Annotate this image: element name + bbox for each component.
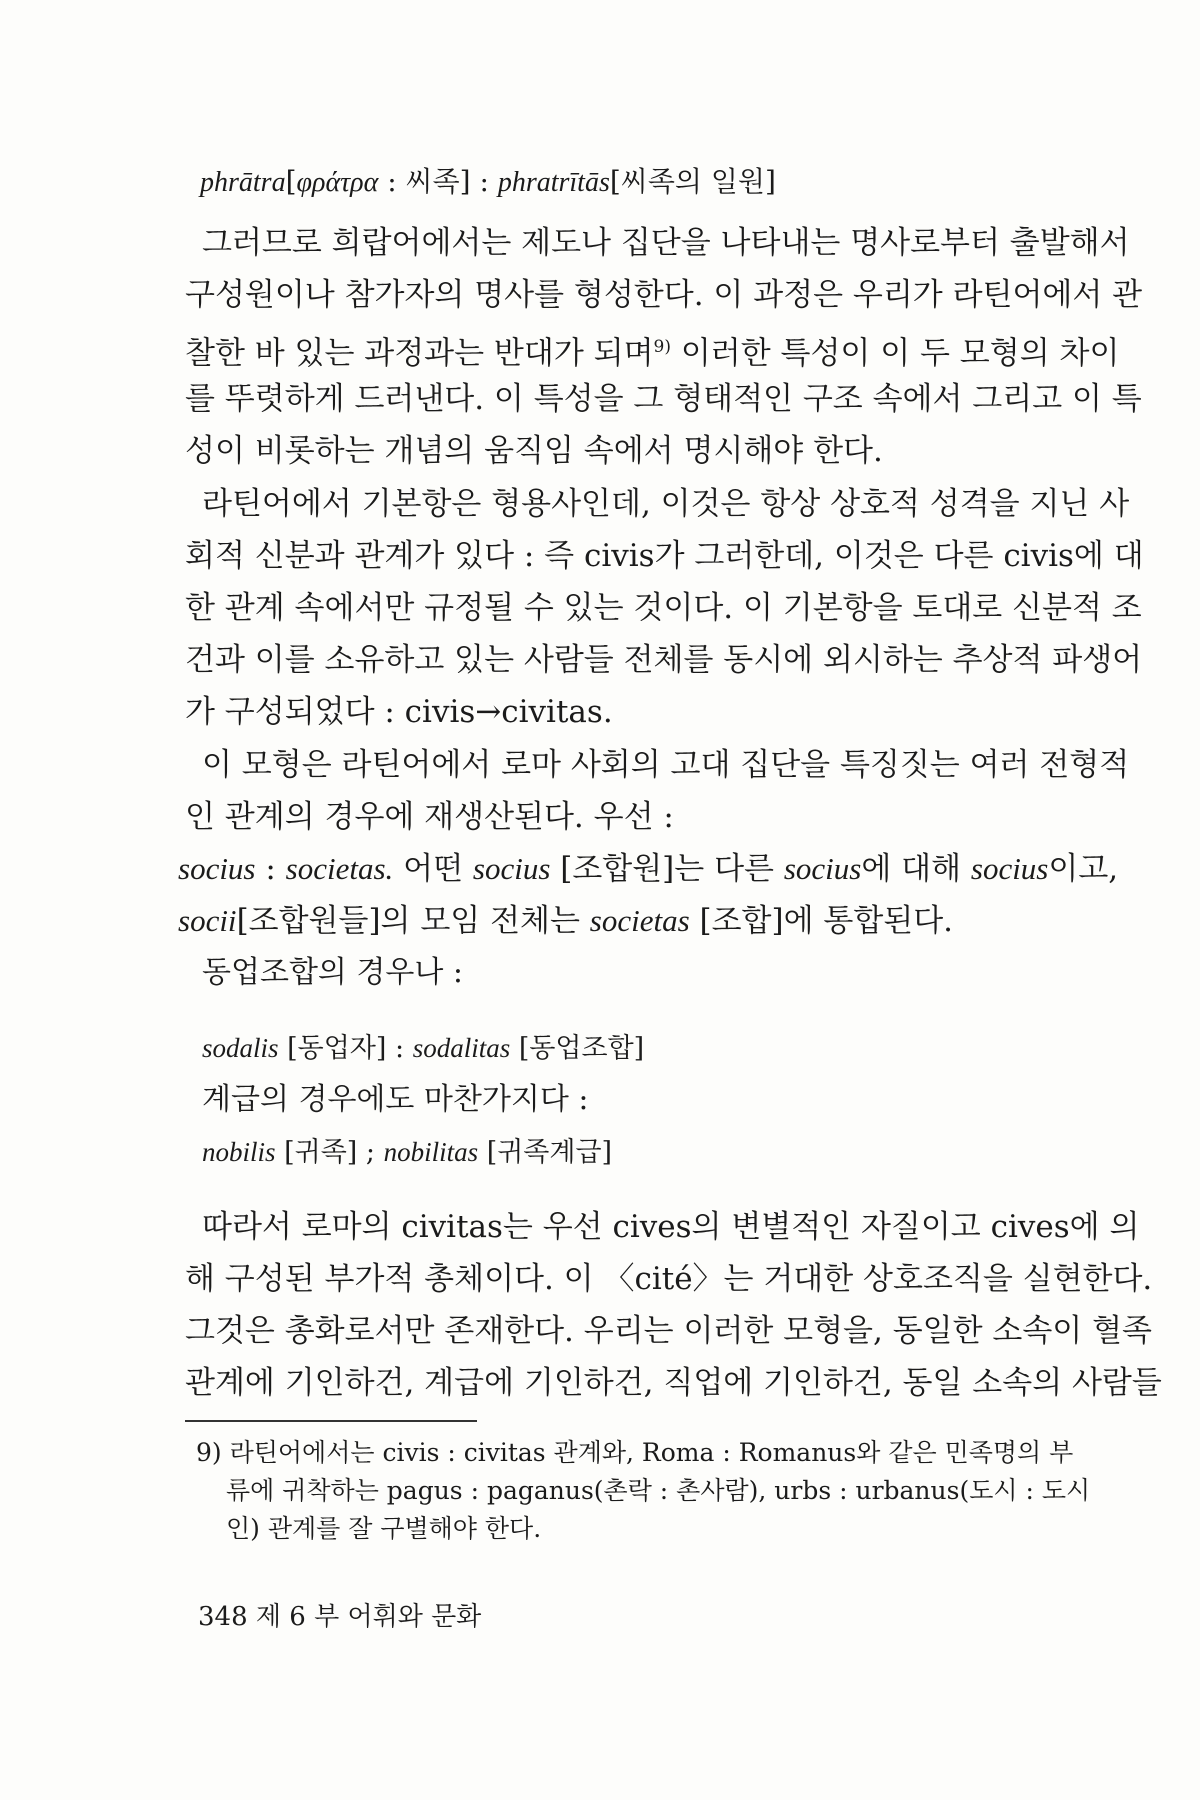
footnote-line: 9) 라틴어에서는 civis : civitas 관계와, Roma : Romanus와 같은 민족명의 부: [196, 1438, 1074, 1467]
societas-line: socii[조합원들]의 모임 전체는 societas [조합]에 통합된다.: [178, 903, 954, 939]
paragraph-line: 라틴어에서 기본항은 형용사인데, 이것은 항상 상호적 성격을 지닌 사: [202, 486, 1130, 522]
footnote-divider: [185, 1420, 477, 1422]
paragraph-line: 인 관계의 경우에 재생산된다. 우선 :: [185, 799, 674, 835]
class-intro: 계급의 경우에도 마찬가지다 :: [202, 1082, 589, 1117]
paragraph-line: 관계에 기인하건, 계급에 기인하건, 직업에 기인하건, 동일 소속의 사람들: [185, 1365, 1162, 1401]
paragraph-line: 이 모형은 라틴어에서 로마 사회의 고대 집단을 특징짓는 여러 전형적: [202, 747, 1130, 783]
paragraph-line: 그러므로 희랍어에서는 제도나 집단을 나타내는 명사로부터 출발해서: [202, 225, 1130, 261]
paragraph-line: 구성원이나 참가자의 명사를 형성한다. 이 과정은 우리가 라틴어에서 관: [185, 277, 1143, 313]
page-footer: 348 제 6 부 어휘와 문화: [198, 1602, 482, 1632]
paragraph-line: 회적 신분과 관계가 있다 : 즉 civis가 그러한데, 이것은 다른 civis에 대: [185, 538, 1144, 574]
socius-line: socius : societas. 어떤 socius [조합원]는 다른 socius에 대해 socius이고,: [178, 851, 1119, 887]
sodalis-example: sodalis [동업자] : sodalitas [동업조합]: [202, 1033, 645, 1064]
paragraph-line: 해 구성된 부가적 총체이다. 이 〈cité〉는 거대한 상호조직을 실현한다.: [185, 1261, 1153, 1297]
footnote-line: 인) 관계를 잘 구별해야 한다.: [226, 1514, 542, 1543]
paragraph-line: 성이 비롯하는 개념의 움직임 속에서 명시해야 한다.: [185, 433, 883, 469]
term-greek-phratra: φράτρα: [296, 167, 379, 198]
guild-intro: 동업조합의 경우나 :: [202, 955, 464, 990]
paragraph-line: 가 구성되었다 : civis→civitas.: [185, 694, 613, 730]
footnote-line: 류에 귀착하는 pagus : paganus(촌락 : 촌사람), urbs : urbanus(도시 : 도시: [226, 1476, 1091, 1505]
phratra-example-line: phrātra[φράτρα : 씨족] : phratrītās[씨족의 일원]: [200, 165, 776, 198]
term-phratra: phrātra: [200, 167, 286, 198]
term-phratritas: phratrītās: [497, 167, 610, 198]
nobilis-example: nobilis [귀족] ; nobilitas [귀족계급]: [202, 1137, 613, 1168]
paragraph-line: 한 관계 속에서만 규정될 수 있는 것이다. 이 기본항을 토대로 신분적 조: [185, 590, 1142, 626]
paragraph-line-with-footnote-ref: 찰한 바 있는 과정과는 반대가 되며$^{9)}$ 이러한 특성이 이 두 모형의 차이: [185, 335, 1120, 372]
paragraph-line: 를 뚜렷하게 드러낸다. 이 특성을 그 형태적인 구조 속에서 그리고 이 특: [185, 381, 1142, 417]
paragraph-line: 건과 이를 소유하고 있는 사람들 전체를 동시에 외시하는 추상적 파생어: [185, 642, 1143, 678]
paragraph-line: 따라서 로마의 civitas는 우선 cives의 변별적인 자질이고 cives에 의: [202, 1209, 1140, 1245]
paragraph-line: 그것은 총화로서만 존재한다. 우리는 이러한 모형을, 동일한 소속이 혈족: [185, 1313, 1152, 1349]
footnote-reference[interactable]: 9): [653, 337, 671, 357]
